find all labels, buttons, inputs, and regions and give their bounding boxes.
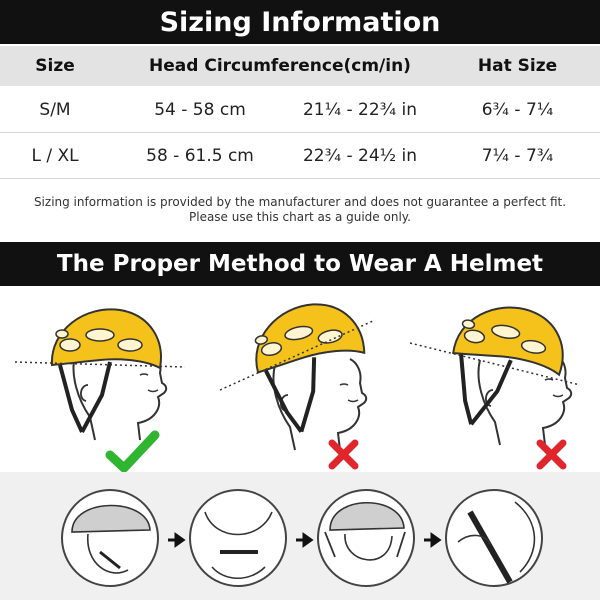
sizing-title: Sizing Information xyxy=(159,6,441,38)
step-2-circle xyxy=(190,490,286,586)
steps-illustration xyxy=(0,472,600,600)
row-inch: 22¾ - 24½ in xyxy=(302,145,418,166)
header-head-circumference: Head Circumference(cm/in) xyxy=(149,56,411,76)
header-size: Size xyxy=(35,56,75,76)
step-1-circle xyxy=(62,490,158,586)
step-3-circle xyxy=(318,490,414,586)
cross-icon xyxy=(540,443,563,466)
header-hat-size: Hat Size xyxy=(477,56,558,76)
disclaimer-line-1: Sizing information is provided by the manufacturer and does not guarantee a perfect fit. xyxy=(33,195,567,209)
row-size: L / XL xyxy=(31,145,79,166)
disclaimer-line-2: Please use this chart as a guide only. xyxy=(189,210,411,224)
arrow-right-icon xyxy=(296,535,311,545)
helmet-figure-tilted-back xyxy=(220,295,379,450)
arrow-right-icon xyxy=(168,535,183,545)
helmet-figure-tilted-forward xyxy=(410,298,580,445)
helmet-figure-correct xyxy=(15,309,185,440)
row-inch: 21¼ - 22¾ in xyxy=(302,99,418,120)
arrow-right-icon xyxy=(424,535,439,545)
steps-panel xyxy=(0,472,600,600)
cross-icon xyxy=(332,443,355,466)
check-icon xyxy=(110,435,155,468)
row-hat: 7¼ - 7¾ xyxy=(481,145,554,166)
row-cm: 54 - 58 cm xyxy=(154,99,246,120)
row-cm: 58 - 61.5 cm xyxy=(146,145,254,166)
step-4-circle xyxy=(446,490,542,586)
row-hat: 6¾ - 7¼ xyxy=(481,99,554,120)
row-size: S/M xyxy=(39,99,71,120)
method-title: The Proper Method to Wear A Helmet xyxy=(56,251,544,277)
